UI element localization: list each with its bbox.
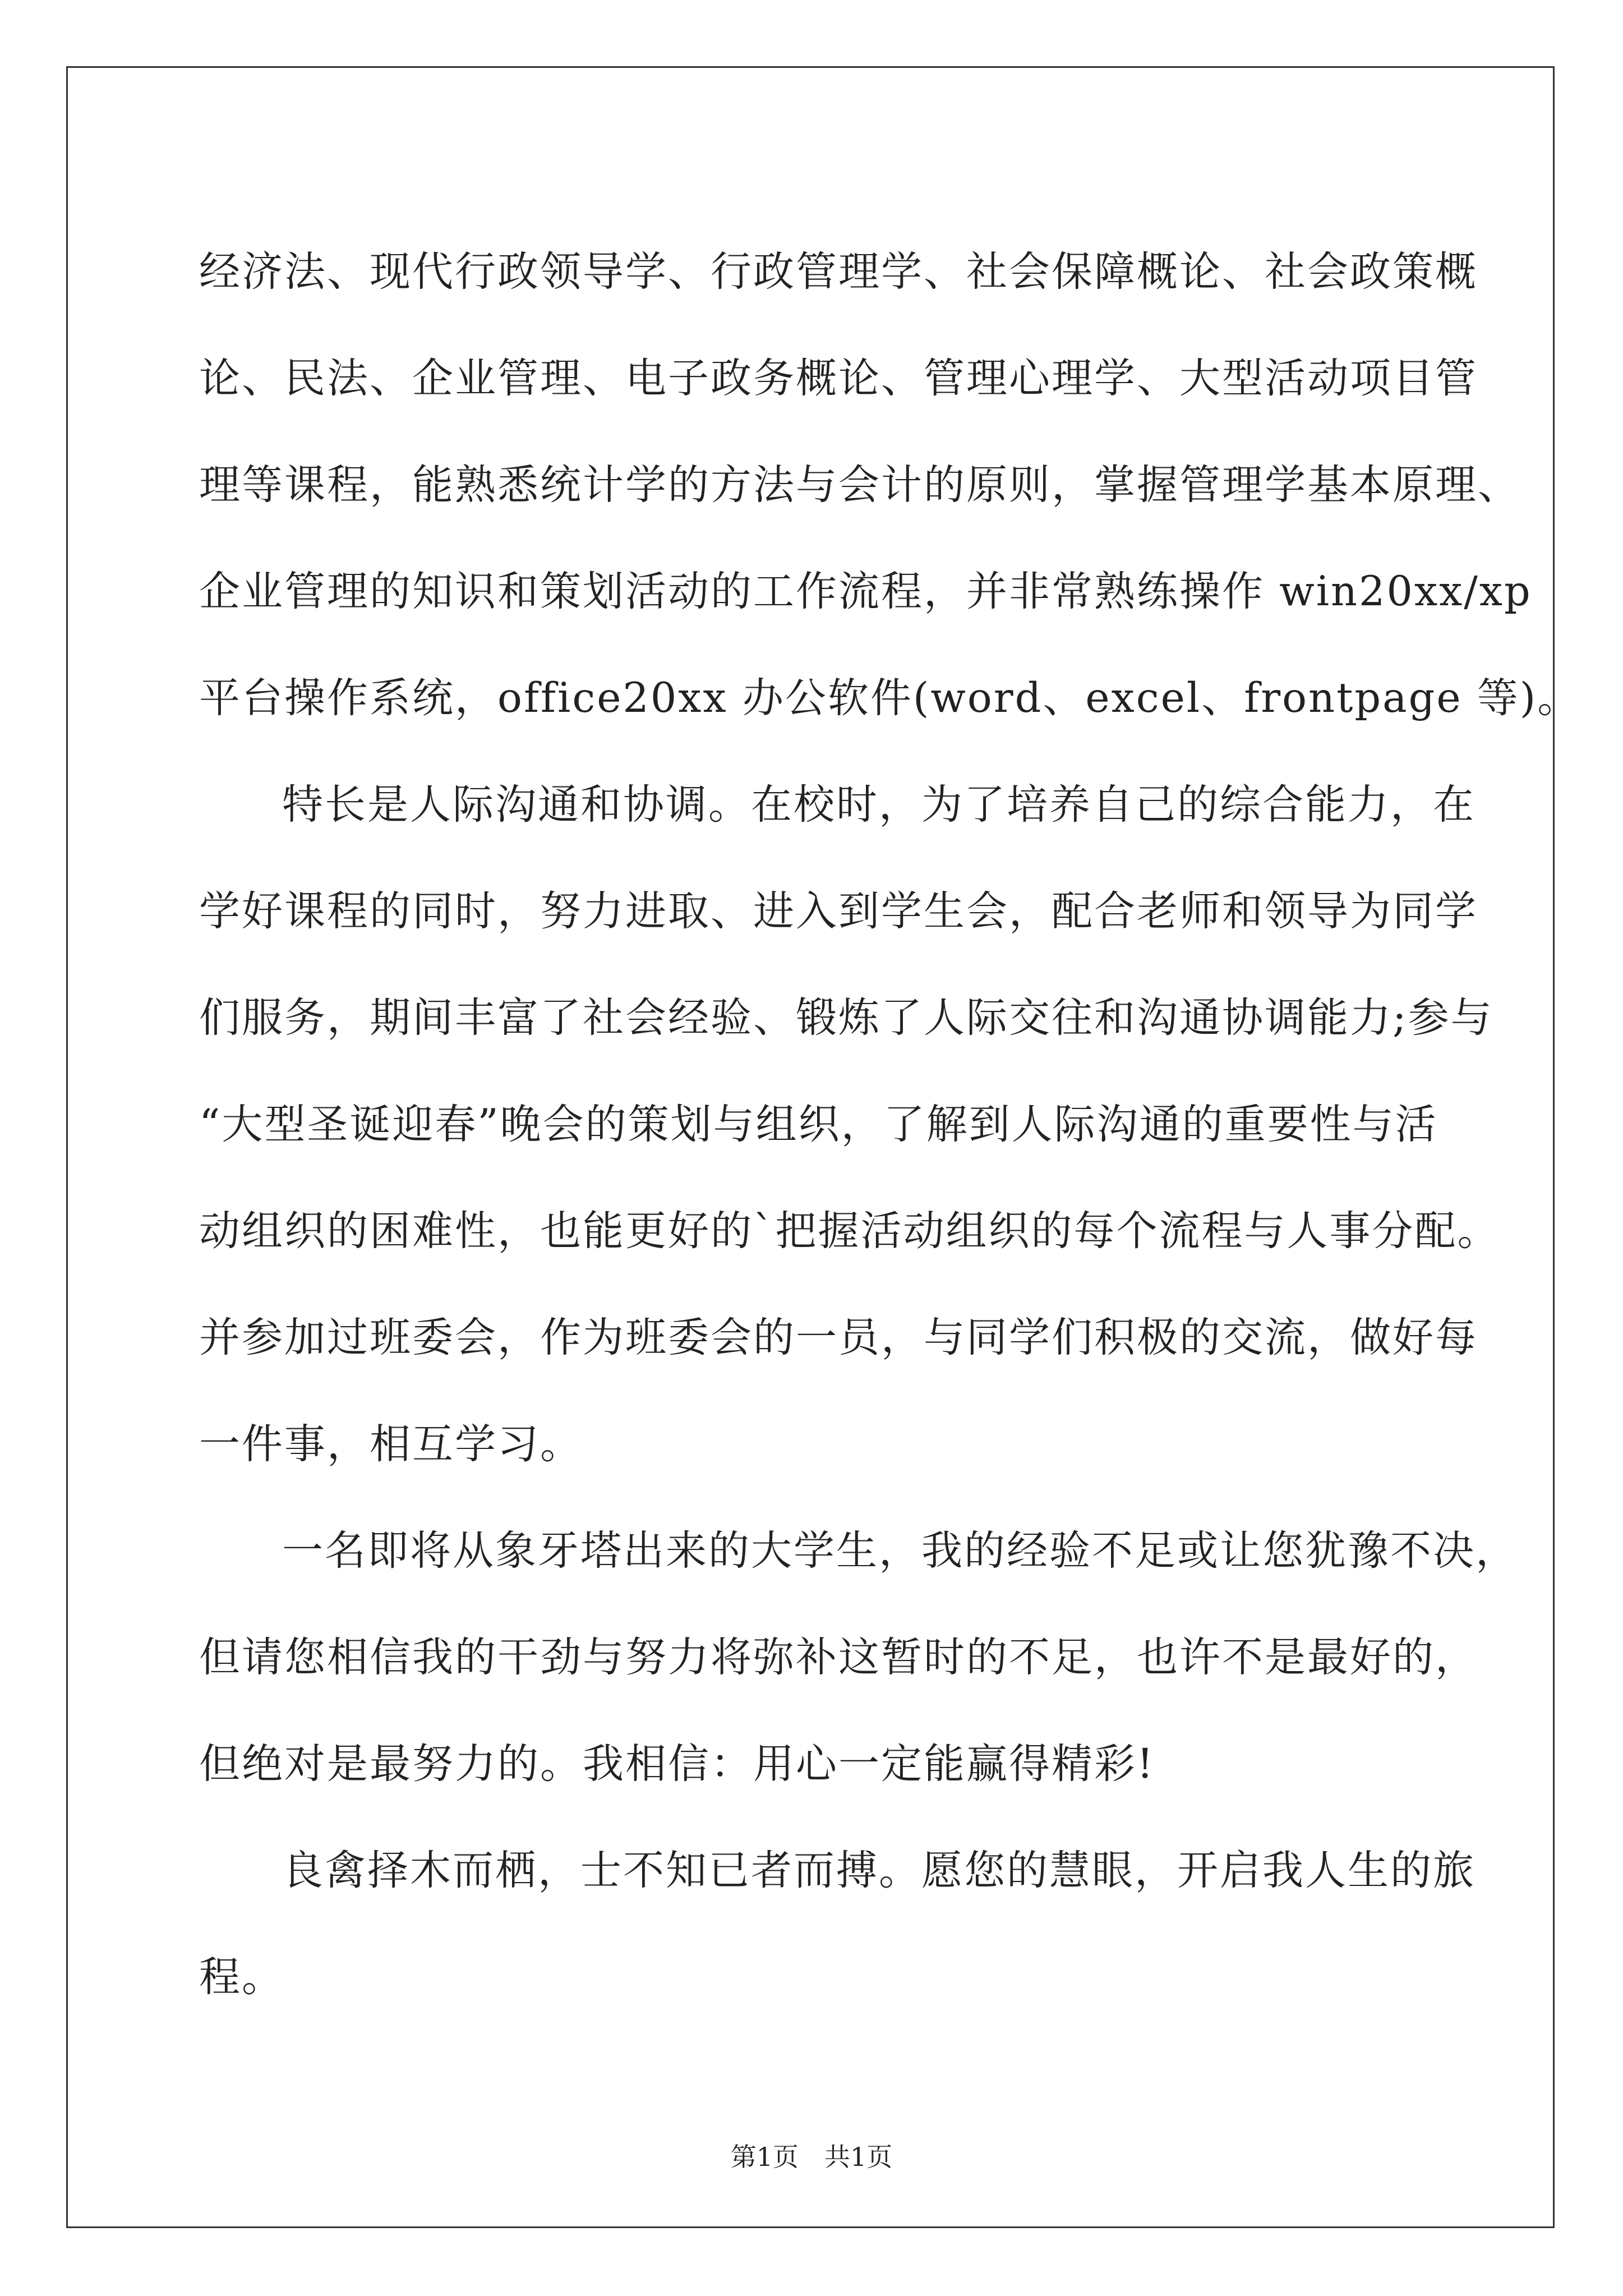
text-line: 程。 [199,1953,284,2001]
text-line: 们服务，期间丰富了社会经验、锻炼了人际交往和沟通协调能力;参与 [199,994,1493,1042]
page-footer [0,2140,1623,2174]
page-total: 共1页 [824,2142,893,2172]
text-line: 企业管理的知识和策划活动的工作流程，并非常熟练操作 win20xx/xp [199,568,1532,615]
text-line: 但绝对是最努力的。我相信：用心一定能赢得精彩! [199,1740,1155,1788]
text-line: 一件事，相互学习。 [199,1420,583,1468]
text-line: 动组织的困难性，也能更好的`把握活动组织的每个流程与人事分配。 [199,1207,1500,1255]
text-line: 但请您相信我的干劲与努力将弥补这暂时的不足，也许不是最好的， [199,1634,1478,1681]
paragraph-first-line: 特长是人际沟通和协调。在校时，为了培养自己的综合能力，在 [282,781,1476,829]
document-body [199,219,1580,2031]
paragraph-first-line: 一名即将从象牙塔出来的大学生，我的经验不足或让您犹豫不决， [282,1527,1518,1575]
text-line: 经济法、现代行政领导学、行政管理学、社会保障概论、社会政策概 [199,248,1478,296]
text-line: 理等课程，能熟悉统计学的方法与会计的原则，掌握管理学基本原理、 [199,461,1520,509]
text-line: 学好课程的同时，努力进取、进入到学生会，配合老师和领导为同学 [199,887,1478,935]
text-line: 论、民法、企业管理、电子政务概论、管理心理学、大型活动项目管 [199,355,1478,402]
page-number: 第1页 [730,2142,799,2172]
text-line: 并参加过班委会，作为班委会的一员，与同学们积极的交流，做好每 [199,1314,1478,1361]
paragraph-first-line: 良禽择木而栖，士不知已者而搏。愿您的慧眼，开启我人生的旅 [282,1847,1476,1894]
text-line: “大型圣诞迎春”晚会的策划与组织，了解到人际沟通的重要性与活 [199,1101,1438,1148]
text-line: 平台操作系统，office20xx 办公软件(word、excel、frontpage 等)。 [199,674,1580,722]
